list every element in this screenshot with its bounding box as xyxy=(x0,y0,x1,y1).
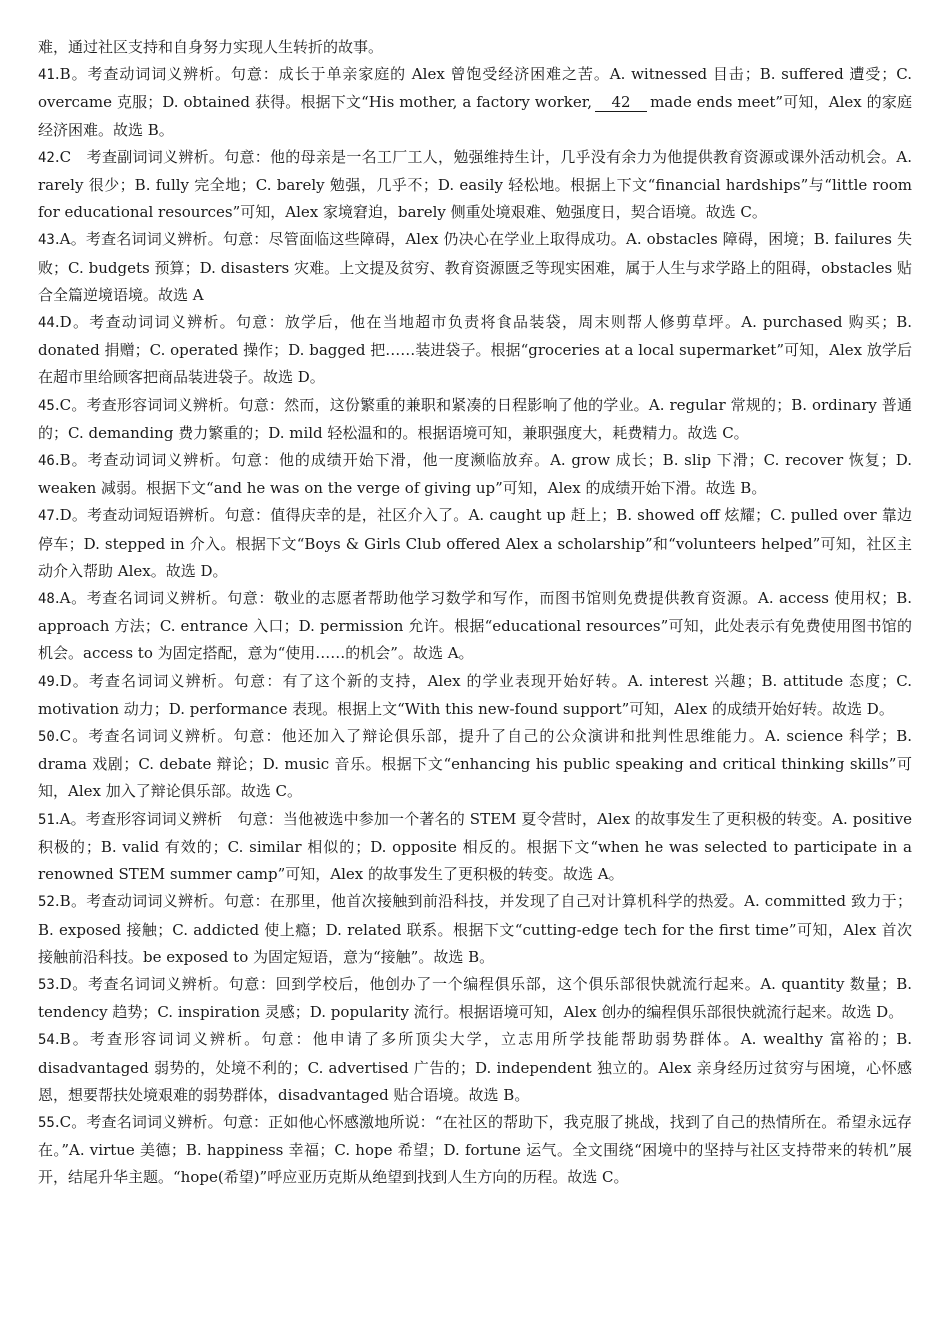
explanation-text: A。考查形容词词义辨析 句意：当他被选中参加一个著名的 STEM 夏令营时，Alex 的故事发生了更积极的转变。A. positive 积极的；B. valid 有效的；C. similar 相似的；D. opposite 相反的。根据下文“when he was selected to participate in a renowned STEM summer camp”可知，Alex 的故事发生了更积极的转变。故选 A。 xyxy=(38,809,912,884)
explanation-47: 47.D。考查动词短语辨析。句意：值得庆幸的是，社区介入了。A. caught up 赶上；B. showed off 炫耀；C. pulled over 靠边停车；D. stepped in 介入。根据下文“Boys & Girls Club offered Alex a scholarship”和“volunteers helped”可知，社区主动介入帮助 Alex。故选 D。 xyxy=(38,506,912,580)
item-number: 43 xyxy=(38,232,55,249)
explanation-46: 46.B。考查动词词义辨析。句意：他的成绩开始下滑，他一度濒临放弃。A. grow 成长；B. slip 下滑；C. recover 恢复；D. weaken 减弱。根据下文“and he was on the verge of giving up”可知，Alex 的成绩开始下滑。故选 B。 xyxy=(38,451,912,498)
explanation-51: 51.A。考查形容词词义辨析 句意：当他被选中参加一个著名的 STEM 夏令营时，Alex 的故事发生了更积极的转变。A. positive 积极的；B. valid 有效的；C. similar 相似的；D. opposite 相反的。根据下文“when he was selected to participate in a renowned STEM summer camp”可知，Alex 的故事发生了更积极的转变。故选 A。 xyxy=(38,809,912,884)
explanation-text: D。考查动词短语辨析。句意：值得庆幸的是，社区介入了。A. caught up 赶上；B. showed off 炫耀；C. pulled over 靠边停车；D. stepped in 介入。根据下文“Boys & Girls Club offered Alex a scholarship”和“volunteers helped”可知，社区主动介入帮助 Alex。故选 D。 xyxy=(38,506,912,580)
explanation-text: C。考查名词词义辨析。句意：正如他心怀感激地所说：“在社区的帮助下，我克服了挑战，找到了自己的热情所在。希望永远存在。”A. virtue 美德；B. happiness 幸福；C. hope 希望；D. fortune 运气。全文围绕“困境中的坚持与社区支持带来的转机”展开，结尾升华主题。“hope(希望)”呼应亚历克斯从绝望到找到人生方向的历程。故选 C。 xyxy=(38,1112,912,1187)
item-number: 44 xyxy=(38,315,55,332)
explanation-48: 48.A。考查名词词义辨析。句意：敬业的志愿者帮助他学习数学和写作，而图书馆则免费提供教育资源。A. access 使用权；B. approach 方法；C. entrance 入口；D. permission 允许。根据“educational resources”可知，此处表示有免费使用图书馆的机会。access to 为固定搭配，意为“使用……的机会”。故选 A。 xyxy=(38,589,912,663)
explanation-text: D。考查动词词义辨析。句意：放学后，他在当地超市负责将食品装袋，周末则帮人修剪草坪。A. purchased 购买；B. donated 捐赠；C. operated 操作；D. bagged 把……装进袋子。根据“groceries at a local supermarket”可知，Alex 放学后在超市里给顾客把商品装进袋子。故选 D。 xyxy=(38,313,912,387)
explanation-50: 50.C。考查名词词义辨析。句意：他还加入了辩论俱乐部，提升了自己的公众演讲和批判性思维能力。A. science 科学；B. drama 戏剧；C. debate 辩论；D. music 音乐。根据下文“enhancing his public speaking and critical thinking skills”可知，Alex 加入了辩论俱乐部。故选 C。 xyxy=(38,727,912,801)
item-number: 48 xyxy=(38,591,55,608)
explanation-text: D。考查名词词义辨析。句意：有了这个新的支持，Alex 的学业表现开始好转。A. interest 兴趣；B. attitude 态度；C. motivation 动力；D. performance 表现。根据上文“With this new-found support”可知，Alex 的成绩开始好转。故选 D。 xyxy=(38,671,912,718)
answer-explanations xyxy=(38,34,912,1192)
item-number: 50 xyxy=(38,729,55,746)
explanation-55: 55.C。考查名词词义辨析。句意：正如他心怀感激地所说：“在社区的帮助下，我克服了挑战，找到了自己的热情所在。希望永远存在。”A. virtue 美德；B. happiness 幸福；C. hope 希望；D. fortune 运气。全文围绕“困境中的坚持与社区支持带来的转机”展开，结尾升华主题。“hope(希望)”呼应亚历克斯从绝望到找到人生方向的历程。故选 C。 xyxy=(38,1112,912,1187)
item-number: 51 xyxy=(38,811,55,828)
item-number: 53 xyxy=(38,976,55,993)
item-number: 41 xyxy=(38,67,55,84)
explanation-42: 42.C 考查副词词义辨析。句意：他的母亲是一名工厂工人，勉强维持生计，几乎没有余力为他提供教育资源或课外活动机会。A. rarely 很少；B. fully 完全地；C. barely 勉强，几乎不；D. easily 轻松地。根据上下文“financial hardships”与“little room for educational resources”可知，Alex 家境窘迫，barely 侧重处境艰难、勉强度日，契合语境。故选 C。 xyxy=(38,147,912,222)
explanation-43: 43.A。考查名词词义辨析。句意：尽管面临这些障碍，Alex 仍决心在学业上取得成功。A. obstacles 障碍，困境；B. failures 失败；C. budgets 预算；D. disasters 灾难。上文提及贫穷、教育资源匮乏等现实困难，属于人生与求学路上的阻碍，obstacles 贴合全篇逆境语境。故选 A xyxy=(38,230,912,304)
explanation-text: C。考查形容词词义辨析。句意：然而，这份繁重的兼职和紧凑的日程影响了他的学业。A. regular 常规的；B. ordinary 普通的；C. demanding 费力繁重的；D. mild 轻松温和的。根据语境可知，兼职强度大，耗费精力。故选 C。 xyxy=(38,395,912,442)
explanation-52: 52.B。考查动词词义辨析。句意：在那里，他首次接触到前沿科技，并发现了自己对计算机科学的热爱。A. committed 致力于；B. exposed 接触；C. addicted 使上瘾；D. related 联系。根据下文“cutting-edge tech for the first time”可知，Alex 首次接触前沿科技。be exposed to 为固定短语，意为“接触”。故选 B。 xyxy=(38,892,912,966)
intro-line: 难，通过社区支持和自身努力实现人生转折的故事。 xyxy=(38,38,384,56)
explanation-49: 49.D。考查名词词义辨析。句意：有了这个新的支持，Alex 的学业表现开始好转。A. interest 兴趣；B. attitude 态度；C. motivation 动力；D. performance 表现。根据上文“With this new-found support”可知，Alex 的成绩开始好转。故选 D。 xyxy=(38,671,912,718)
explanation-text: B。考查动词词义辨析。句意：他的成绩开始下滑，他一度濒临放弃。A. grow 成长；B. slip 下滑；C. recover 恢复；D. weaken 减弱。根据下文“and he was on the verge of giving up”可知，Alex 的成绩开始下滑。故选 B。 xyxy=(38,451,912,498)
explanation-text: B。考查动词词义辨析。句意：在那里，他首次接触到前沿科技，并发现了自己对计算机科学的热爱。A. committed 致力于；B. exposed 接触；C. addicted 使上瘾；D. related 联系。根据下文“cutting-edge tech for the first time”可知，Alex 首次接触前沿科技。be exposed to 为固定短语，意为“接触”。故选 B。 xyxy=(38,892,912,966)
item-number: 49 xyxy=(38,673,55,690)
explanation-45: 45.C。考查形容词词义辨析。句意：然而，这份繁重的兼职和紧凑的日程影响了他的学业。A. regular 常规的；B. ordinary 普通的；C. demanding 费力繁重的；D. mild 轻松温和的。根据语境可知，兼职强度大，耗费精力。故选 C。 xyxy=(38,395,912,442)
explanation-text: C。考查名词词义辨析。句意：他还加入了辩论俱乐部，提升了自己的公众演讲和批判性思维能力。A. science 科学；B. drama 戏剧；C. debate 辩论；D. music 音乐。根据下文“enhancing his public speaking and critical thinking skills”可知，Alex 加入了辩论俱乐部。故选 C。 xyxy=(38,727,912,801)
item-number: 55 xyxy=(38,1114,55,1131)
explanation-41: 41.B。考查动词词义辨析。句意：成长于单亲家庭的 Alex 曾饱受经济困难之苦。A. witnessed 目击；B. suffered 遭受；C. overcame 克服；D. obtained 获得。根据下文“His mother, a factory worker, 42 made ends meet”可知，Alex 的家庭经济困难。故选 B。 xyxy=(38,65,912,139)
item-number: 47 xyxy=(38,508,55,525)
explanation-text: made ends meet”可知，Alex 的家庭经济困难。故选 B。 xyxy=(38,93,912,139)
explanation-text: B。考查形容词词义辨析。句意：他申请了多所顶尖大学，立志用所学技能帮助弱势群体。A. wealthy 富裕的；B. disadvantaged 弱势的，处境不利的；C. advertised 广告的；D. independent 独立的。Alex 亲身经历过贫穷与困境，心怀感恩，想要帮扶处境艰难的弱势群体，disadvantaged 贴合语境。故选 B。 xyxy=(38,1030,912,1104)
explanation-text: C 考查副词词义辨析。句意：他的母亲是一名工厂工人，勉强维持生计，几乎没有余力为他提供教育资源或课外活动机会。A. rarely 很少；B. fully 完全地；C. barely 勉强，几乎不；D. easily 轻松地。根据上下文“financial hardships”与“little room for educational resources”可知，Alex 家境窘迫，barely 侧重处境艰难、勉强度日，契合语境。故选 C。 xyxy=(38,147,912,222)
explanation-text: B。考查动词词义辨析。句意：成长于单亲家庭的 Alex 曾饱受经济困难之苦。A. witnessed 目击；B. suffered 遭受；C. overcame 克服；D. obtained 获得。根据下文“His mother, a factory worker, xyxy=(38,65,912,112)
explanation-text: A。考查名词词义辨析。句意：尽管面临这些障碍，Alex 仍决心在学业上取得成功。A. obstacles 障碍，困境；B. failures 失败；C. budgets 预算；D. disasters 灾难。上文提及贫穷、教育资源匮乏等现实困难，属于人生与求学路上的阻碍，obstacles 贴合全篇逆境语境。故选 A xyxy=(38,230,912,304)
item-number: 46 xyxy=(38,453,55,470)
item-number: 45 xyxy=(38,397,55,414)
explanation-54: 54.B。考查形容词词义辨析。句意：他申请了多所顶尖大学，立志用所学技能帮助弱势群体。A. wealthy 富裕的；B. disadvantaged 弱势的，处境不利的；C. advertised 广告的；D. independent 独立的。Alex 亲身经历过贫穷与困境，心怀感恩，想要帮扶处境艰难的弱势群体，disadvantaged 贴合语境。故选 B。 xyxy=(38,1030,912,1104)
blank-number: 42 xyxy=(595,93,647,112)
explanation-44: 44.D。考查动词词义辨析。句意：放学后，他在当地超市负责将食品装袋，周末则帮人修剪草坪。A. purchased 购买；B. donated 捐赠；C. operated 操作；D. bagged 把……装进袋子。根据“groceries at a local supermarket”可知，Alex 放学后在超市里给顾客把商品装进袋子。故选 D。 xyxy=(38,313,912,387)
item-number: 42 xyxy=(38,149,55,166)
item-number: 54 xyxy=(38,1032,55,1049)
explanation-text: D。考查名词词义辨析。句意：回到学校后，他创办了一个编程俱乐部，这个俱乐部很快就流行起来。A. quantity 数量；B. tendency 趋势；C. inspiration 灵感；D. popularity 流行。根据语境可知，Alex 创办的编程俱乐部很快就流行起来。故选 D。 xyxy=(38,974,912,1022)
explanation-53: 53.D。考查名词词义辨析。句意：回到学校后，他创办了一个编程俱乐部，这个俱乐部很快就流行起来。A. quantity 数量；B. tendency 趋势；C. inspiration 灵感；D. popularity 流行。根据语境可知，Alex 创办的编程俱乐部很快就流行起来。故选 D。 xyxy=(38,974,912,1022)
item-number: 52 xyxy=(38,894,55,911)
explanation-text: A。考查名词词义辨析。句意：敬业的志愿者帮助他学习数学和写作，而图书馆则免费提供教育资源。A. access 使用权；B. approach 方法；C. entrance 入口；D. permission 允许。根据“educational resources”可知，此处表示有免费使用图书馆的机会。access to 为固定搭配，意为“使用……的机会”。故选 A。 xyxy=(38,589,912,663)
